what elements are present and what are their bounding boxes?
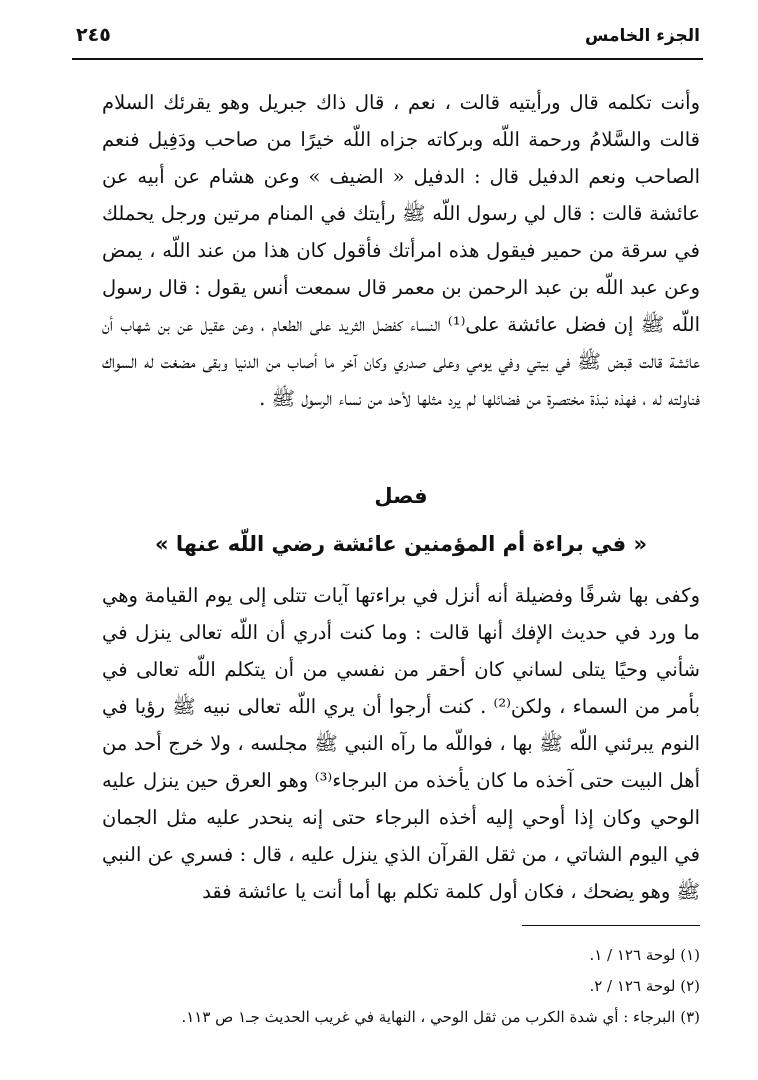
running-title: الجزء الخامس xyxy=(584,26,700,46)
footnote-3: (٣) البرجاء : أي شدة الكرب من ثقل الوحي ، النهاية في غريب الحديث جـ١ ص ١١٣. xyxy=(181,1008,700,1026)
page-number: ٢٤٥ xyxy=(76,24,111,46)
section-heading: فصل xyxy=(374,484,428,508)
section-subheading: « في براءة أم المؤمنين عائشة رضي اللّه عنها » xyxy=(154,532,648,556)
footnote-2: (٢) لوحة ١٢٦ / ٢. xyxy=(589,977,700,995)
footnotes xyxy=(102,940,700,1033)
header-divider xyxy=(72,58,703,60)
footnote-1: (١) لوحة ١٢٦ / ١. xyxy=(589,946,700,964)
paragraph-2: وكفى بها شرفًا وفضيلة أنه أنزل في براءتها آيات تتلى إلى يوم القيامة وهي ما ورد في حديث الإفك أنها قالت : وما كنت أدري أن اللّه تعالى ينزل في شأني وحيًا يتلى لساني كان أحقر من نفسي من أن يتكلم اللّه تعالى في بأمر من السماء ، ولكن⁽²⁾ . كنت أرجوا أن يري اللّه تعالى نبيه ﷺ رؤيا في النوم يبرئني اللّه ﷺ بها ، فواللّه ما رآه النبي ﷺ مجلسه ، ولا خرج أحد من أهل البيت حتى آخذه ما كان يأخذه من البرجاء⁽³⁾ وهو العرق حين ينزل عليه الوحي وكان إذا أوحي إليه أخذه البرجاء حتى إنه ينحدر عليه مثل الجمان في اليوم الشاتي ، من ثقل القرآن الذي ينزل عليه ، قال : فسري عن النبي ﷺ وهو يضحك ، فكان أول كلمة تكلم بها أما أنت يا عائشة فقد xyxy=(102,584,700,903)
footnote-divider xyxy=(522,925,700,926)
page-header xyxy=(76,24,700,54)
paragraph-1: وأنت تكلمه قال ورأيتيه قالت ، نعم ، قال ذاك جبريل وهو يقرئك السلام قالت والسَّلامُ ورحمة اللّه وبركاته جزاه اللّه خيرًا من صاحب ودَفِيل فنعم الصاحب ونعم الدفيل قال : الدفيل « الضيف » وعن هشام عن أبيه عن عائشة قالت : قال لي رسول اللّه ﷺ رأيتك في المنام مرتين ورجل يحملك في سرقة من حمير فيقول هذه امرأتك فأقول كان هذا من عند اللّه ، يمض وعن عبد اللّه بن عبد الرحمن بن معمر قال سمعت أنس يقول : قال رسول اللّه ﷺ إن فضل عائشة على⁽¹⁾ النساء كفضل الثريد على الطعام ، وعن عقيل عن بن شهاب أن عائشة قالت قبض ﷺ في بيتي وفي يومي وعلى صدري وكان آخر ما أصاب من الدنيا وبقى مضغت له السواك فناولته له ، فهذه نبذة مختصرة من فضائلها لم يرد مثلها لأحد من نساء الرسول ﷺ . xyxy=(102,91,701,410)
